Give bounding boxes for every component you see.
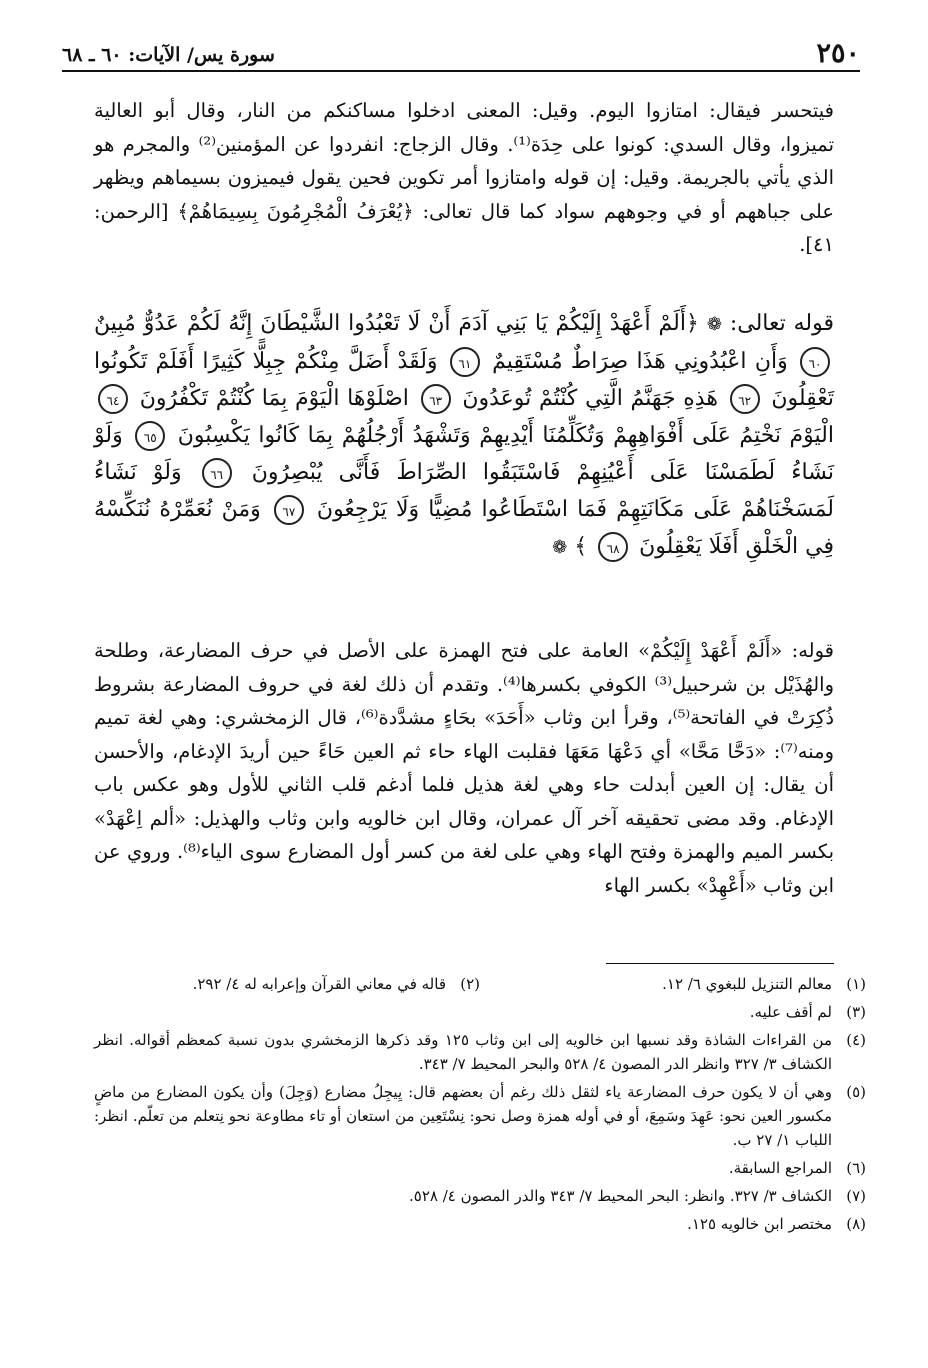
ayah-number-60: ٦٠: [800, 347, 830, 377]
verse-60: ﴿أَلَمْ أَعْهَدْ إِلَيْكُمْ يَا بَنِي آدَمَ أَنْ لَا تَعْبُدُوا الشَّيْطَانَ إِنَّهُ لَكُمْ عَدُوٌّ مُبِينٌ: [94, 311, 699, 336]
ayah-number-68: ٦٨: [598, 532, 628, 562]
ayah-number-61: ٦١: [450, 347, 480, 377]
footnote-pair-1-2: [94, 972, 866, 996]
verse-65: الْيَوْمَ نَخْتِمُ عَلَى أَفْوَاهِهِمْ وَتُكَلِّمُنَا أَيْدِيهِمْ وَتَشْهَدُ أَرْجُلُهُمْ بِمَا كَانُوا يَكْسِبُونَ: [177, 423, 834, 448]
verse-63: هَذِهِ جَهَنَّمُ الَّتِي كُنْتُمْ تُوعَدُونَ: [462, 386, 718, 411]
footnote-number: (٨): [846, 1215, 866, 1233]
footnote-number: (٤): [846, 1031, 866, 1049]
footnote-text: المراجع السابقة.: [728, 1159, 832, 1177]
running-title: سورة يس/ الآيات: ٦٠ ـ ٦٨: [62, 44, 275, 66]
commentary-top: [94, 94, 834, 262]
footnote-number: (٦): [846, 1159, 866, 1177]
footnote-1: [480, 972, 866, 996]
footnote-rule: [606, 963, 834, 964]
footnote-2: [94, 972, 480, 996]
footnote-8: [94, 1212, 866, 1236]
footnote-5: [94, 1080, 866, 1152]
footnote-text: مختصر ابن خالويه ١٢٥.: [687, 1215, 832, 1233]
page-number: ٢٥٠: [816, 38, 860, 69]
verse-66: وَلَوْ نَشَاءُ لَطَمَسْنَا عَلَى أَعْيُنِهِمْ فَاسْتَبَقُوا الصِّرَاطَ فَأَنَّى يُبْصِرُونَ: [94, 423, 835, 485]
footnote-text: معالم التنزيل للبغوي ٦/ ١٢.: [662, 975, 832, 993]
footnote-text: الكشاف ٣/ ٣٢٧. وانظر: البحر المحيط ٧/ ٣٤٣ والدر المصون ٤/ ٥٢٨.: [408, 1187, 832, 1205]
page-header: [62, 30, 860, 70]
ayah-number-66: ٦٦: [202, 458, 232, 488]
ornament-icon: ❁: [706, 314, 722, 335]
commentary-main-text: قوله: «أَلَمْ أَعْهَدْ إِلَيْكُمْ» العامة على فتح الهمزة على الأصل في حرف المضارعة، وطلحة والهُذَيْل بن شرحبيل⁽³⁾ الكوفي بكسرها⁽⁴⁾. وتقدم أن ذلك لغة في حروف المضارعة بشروط ذُكِرَتْ في الفاتحة⁽⁵⁾، وقرأ ابن وثاب «أَحَدَ» بحَاءٍ مشدَّدة⁽⁶⁾، قال الزمخشري: وهي لغة تميم ومنه⁽⁷⁾: «دَحَّا مَحَّا» أي دَعْهَا مَعَهَا فقلبت الهاء حاء ثم العين حَاءً حين أريدَ الإدغام، والأحسن أن يقال: إن العين أبدلت حاء وهي لغة هذيل فلما أدغم قلب الثاني للأول وهو عكس باب الإدغام. وقد مضى تحقيقه آخر آل عمران، وقال ابن خالويه وابن وثاب والهذيل: «ألم اِعْهَدْ» بكسر الميم والهمزة وفتح الهاء وهي على لغة من كسر أول المضارع سوى الياء⁽⁸⁾. وروي عن ابن وثاب «أَعْهِدْ» بكسر الهاء: [94, 639, 835, 897]
footnotes: [94, 972, 866, 1240]
footnote-text: لم أقف عليه.: [749, 1003, 832, 1021]
verse-62: وَلَقَدْ أَضَلَّ مِنْكُمْ جِبِلًّا كَثِيرًا أَفَلَمْ تَكُونُوا تَعْقِلُونَ: [94, 349, 835, 411]
ayah-number-67: ٦٧: [274, 495, 304, 525]
verses-paragraph: [94, 305, 834, 566]
verse-67: وَلَوْ نَشَاءُ لَمَسَخْنَاهُمْ عَلَى مَكَانَتِهِمْ فَمَا اسْتَطَاعُوا مُضِيًّا وَلَا يَرْجِعُونَ: [94, 460, 835, 522]
footnote-text: من القراءات الشاذة وقد نسبها ابن خالويه إلى ابن وثاب ١٢٥ وقد ذكرها الزمخشري بدون نسبة كمعظم أقواله. انظر الكشاف ٣/ ٣٢٧ وانظر الدر المصون ٤/ ٥٢٨ والبحر المحيط ٧/ ٣٤٣.: [94, 1031, 833, 1073]
ayah-number-65: ٦٥: [135, 421, 165, 451]
footnote-number: (٢): [460, 975, 480, 993]
footnote-text: قاله في معاني القرآن وإعرابه له ٤/ ٢٩٢.: [192, 975, 446, 993]
header-rule: [62, 70, 860, 72]
ayah-number-64: ٦٤: [98, 384, 128, 414]
verse-68: وَمَنْ نُعَمِّرْهُ نُنَكِّسْهُ فِي الْخَلْقِ أَفَلَا يَعْقِلُونَ: [94, 497, 834, 559]
footnote-7: [94, 1184, 866, 1208]
footnote-number: (٥): [846, 1083, 866, 1101]
ayah-number-63: ٦٣: [421, 384, 451, 414]
footnote-6: [94, 1156, 866, 1180]
footnote-number: (٧): [846, 1187, 866, 1205]
verse-61: وَأَنِ اعْبُدُونِي هَذَا صِرَاطٌ مُسْتَقِيمٌ: [492, 349, 788, 374]
footnote-number: (١): [846, 975, 866, 993]
commentary-main: [94, 634, 834, 902]
footnote-3: [94, 1000, 866, 1024]
commentary-top-text: فيتحسر فيقال: امتازوا اليوم. وقيل: المعنى ادخلوا مساكنكم من النار، وقال أبو العالية تميزوا، وقال السدي: كونوا على حِدَة⁽¹⁾. وقال الزجاج: انفردوا عن المؤمنين⁽²⁾ والمجرم هو الذي يأتي بالجريمة. وقيل: إن قوله وامتازوا أمر تكوين فحين يقول فيميزون بسيماهم ويظهر على جباههم أو في وجوههم سواد كما قال تعالى: ﴿يُعْرَفُ الْمُجْرِمُونَ بِسِيمَاهُمْ﴾ [الرحمن: ٤١].: [94, 99, 834, 256]
verses-closing: ﴾: [574, 534, 588, 559]
footnote-4: [94, 1028, 866, 1076]
verses-intro: قوله تعالى:: [729, 311, 835, 336]
footnote-number: (٣): [846, 1003, 866, 1021]
quran-verses: [94, 305, 834, 566]
ornament-icon-end: ❁: [552, 537, 568, 558]
ayah-number-62: ٦٢: [730, 384, 760, 414]
footnote-text: وهي أن لا يكون حرف المضارعة ياء لثقل ذلك رغم أن بعضهم قال: يِيجِلُ مضارع (وَجِلَ) وأن يكون المضارع من ماضٍ مكسور العين نحو: عَهِدَ وسَمِعَ، أو في أوله همزة وصل نحو: نِسْتَعِين من استعان أو تاء مطاوعة نحو نِتعلم من تعلّم. انظر: اللباب ١/ ٢٧ ب.: [94, 1083, 832, 1149]
verse-64: اصْلَوْهَا الْيَوْمَ بِمَا كُنْتُمْ تَكْفُرُونَ: [139, 386, 409, 411]
